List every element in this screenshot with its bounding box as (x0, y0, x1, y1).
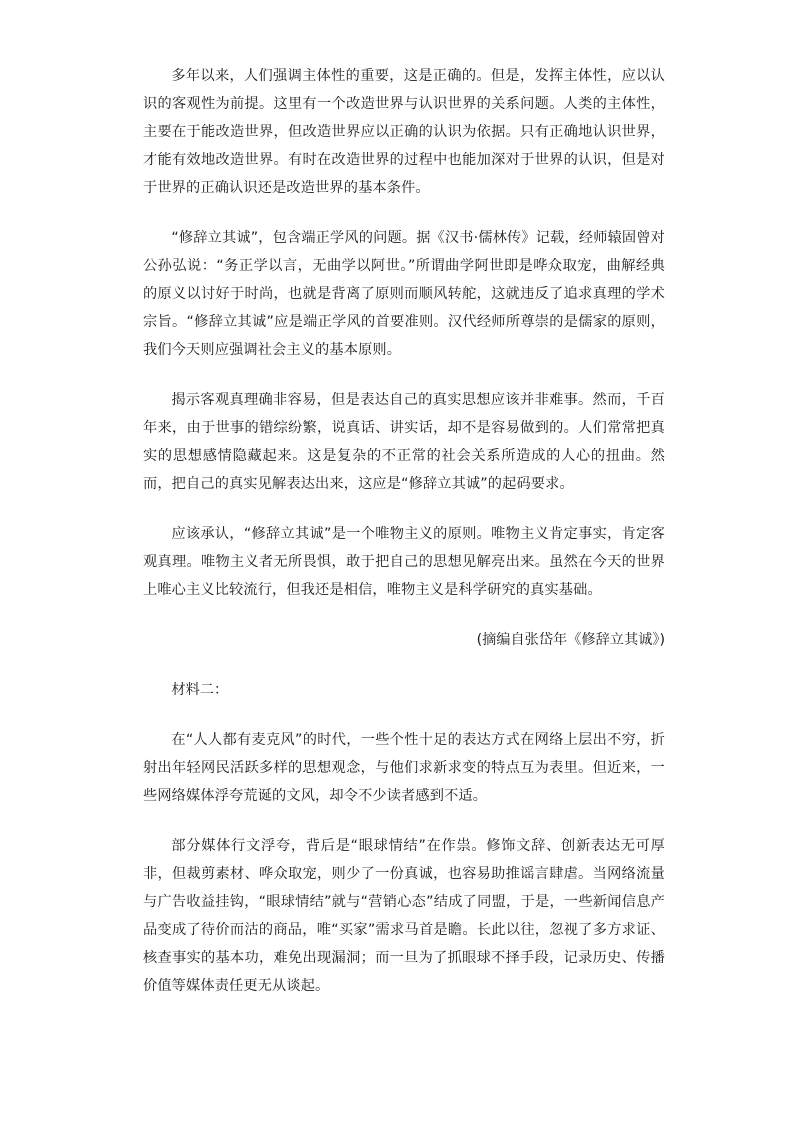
paragraph-3: 揭示客观真理确非容易，但是表达自己的真实思想应该并非难事。然而，千百年来，由于世事的错综纷繁，说真话、讲实话，却不是容易做到的。人们常常把真实的思想感情隐藏起来。这是复杂的不正常的社会关系所造成的人心的扭曲。然而，把自己的真实见解表达出来，这应是“修辞立其诚”的起码要求。 (143, 392, 665, 492)
paragraph-2: “修辞立其诚”，包含端正学风的问题。据《汉书·儒林传》记载，经师辕固曾对公孙弘说：“务正学以言，无曲学以阿世。”所谓曲学阿世即是哗众取宠，曲解经典的原义以讨好于时尚，也就是背离了原则而顺风转舵，这就违反了追求真理的学术宗旨。“修辞立其诚”应是端正学风的首要准则。汉代经师所尊崇的是儒家的原则，我们今天则应强调社会主义的基本原则。 (143, 230, 665, 358)
paragraph-6: 部分媒体行文浮夸，背后是“眼球情结”在作祟。修饰文辞、创新表达无可厚非，但裁剪素材、哗众取宠，则少了一份真诚，也容易助推谣言肆虐。当网络流量与广告收益挂钩，“眼球情结”就与“营销心态”结成了同盟，于是，一些新闻信息产品变成了待价而沽的商品，唯“买家”需求马首是瞻。长此以往，忽视了多方求证、核查事实的基本功，难免出现漏洞；而一旦为了抓眼球不择手段，记录历史、传播价值等媒体责任更无从谈起。 (143, 838, 665, 994)
paragraph-gap (143, 604, 665, 626)
paragraph-5: 在“人人都有麦克风”的时代，一些个性十足的表达方式在网络上层出不穷，折射出年轻网民活跃多样的思想观念，与他们求新求变的特点互为表里。但近来，一些网络媒体浮夸荒诞的文风，却令不少读者感到不适。 (143, 732, 665, 804)
paragraph-1: 多年以来，人们强调主体性的重要，这是正确的。但是，发挥主体性，应以认识的客观性为前提。这里有一个改造世界与认识世界的关系问题。人类的主体性，主要在于能改造世界，但改造世界应以正确的认识为依据。只有正确地认识世界，才能有效地改造世界。有时在改造世界的过程中也能加深对于世界的认识，但是对于世界的正确认识还是改造世界的基本条件。 (143, 68, 665, 196)
paragraph-gap (143, 704, 665, 726)
paragraph-gap (143, 364, 665, 386)
paragraph-gap (143, 810, 665, 832)
document-body (143, 62, 665, 1000)
paragraph-gap (143, 498, 665, 520)
section-label: 材料二： (171, 682, 229, 698)
paragraph-4: 应该承认，“修辞立其诚”是一个唯物主义的原则。唯物主义肯定事实，肯定客观真理。唯物主义者无所畏惧，敢于把自己的思想见解亮出来。虽然在今天的世界上唯心主义比较流行，但我还是相信，唯物主义是科学研究的真实基础。 (143, 526, 665, 598)
paragraph-gap (143, 654, 665, 676)
source-citation: (摘编自张岱年《修辞立其诚》) (476, 632, 665, 648)
paragraph-gap (143, 202, 665, 224)
